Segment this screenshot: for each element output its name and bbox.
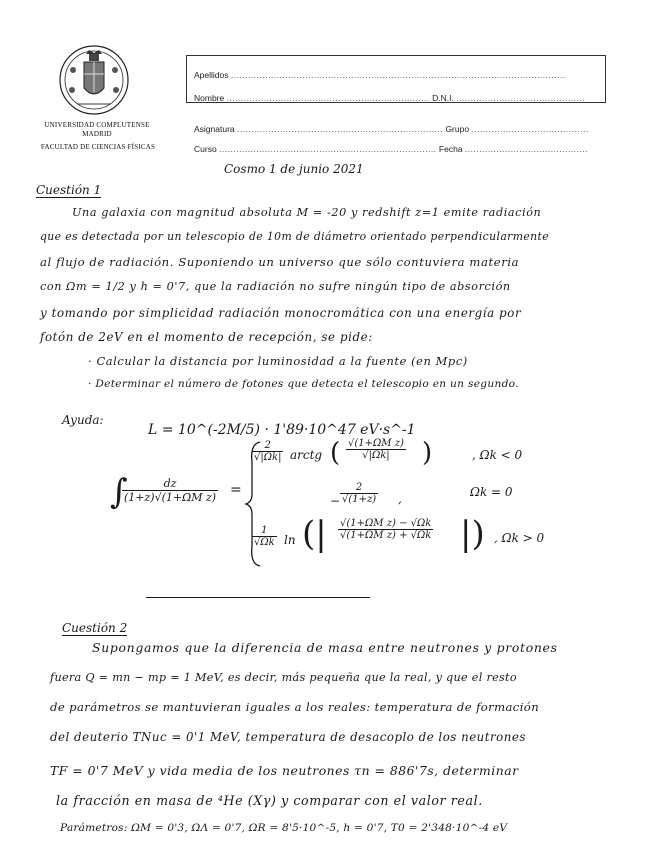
asignatura-label: Asignatura — [194, 124, 235, 134]
q2-line-4: del deuterio TNuc = 0'1 MeV, temperatura de desacoplo de los neutrones — [50, 730, 526, 744]
q2-parameters: Parámetros: ΩM = 0'3, ΩΛ = 0'7, ΩR = 8'5·10^-5, h = 0'7, T0 = 2'348·10^-4 eV — [60, 822, 508, 834]
question2-title: Cuestión 2 — [62, 621, 128, 635]
integral-denominator: (1+z)√(1+ΩM z) — [124, 491, 217, 504]
case3-abs-open: (| — [302, 514, 327, 554]
dni-label: D.N.I. — [432, 93, 454, 103]
q2-line-5: TF = 0'7 MeV y vida media de los neutrones τn = 886'7s, determinar — [50, 763, 519, 778]
case3-abs-close: |) — [460, 514, 485, 554]
q2-line-3: de parámetros se mantuvieran iguales a los reales: temperatura de formación — [50, 700, 540, 714]
q1-line-2: que es detectada por un telescopio de 10m de diámetro orientado perpendicularmente — [40, 230, 550, 243]
case1-paren-open: ( — [330, 438, 341, 468]
case3-coef-den: √Ωk — [254, 537, 275, 548]
q1-line-6: fotón de 2eV en el momento de recepción, se pide: — [40, 330, 373, 344]
hint-label: Ayuda: — [62, 413, 104, 427]
q1-line-5: y tomando por simplicidad radiación monocromática con una energía por — [40, 306, 522, 320]
case3-inner-den: √(1+ΩM z) + √Ωk — [340, 530, 432, 541]
faculty-name: FACULTAD DE CIENCIAS FÍSICAS — [40, 143, 156, 151]
case2-num: 2 — [340, 482, 378, 494]
q1-line-4: con Ωm = 1/2 y h = 0'7, que la radiación no sufre ningún tipo de absorción — [40, 280, 511, 293]
case1-inner-num: √(1+ΩM z) — [348, 438, 404, 449]
integral-numerator: dz — [122, 477, 218, 491]
case2-den: √(1+z) — [342, 494, 377, 505]
curso-label: Curso — [194, 144, 217, 154]
case3-inner-fraction — [338, 518, 433, 541]
q1-line-3: al flujo de radiación. Suponiendo un universo que sólo contuviera materia — [40, 255, 520, 269]
q1-bullet-1: · Calcular la distancia por luminosidad a la fuente (en Mpc) — [88, 354, 468, 368]
q1-bullet-2: · Determinar el número de fotones que detecta el telescopio en un segundo. — [88, 378, 519, 390]
fecha-label: Fecha — [438, 144, 463, 154]
case1-inner-fraction — [346, 438, 406, 461]
university-label: UNIVERSIDAD COMPLUTENSE — [44, 121, 150, 129]
integral-sign: ∫ — [110, 472, 128, 512]
case2-minus: − — [330, 494, 341, 508]
case3-coefficient — [252, 525, 277, 548]
case1-coef-den: √|Ωk| — [254, 452, 282, 463]
case1-paren-close: ) — [422, 438, 433, 468]
case1-coef-num: 2 — [252, 440, 283, 452]
question1-title: Cuestión 1 — [36, 183, 102, 197]
q2-line-6: la fracción en masa de ⁴He (Xγ) y comparar con el valor real. — [56, 793, 483, 808]
equals-sign: = — [230, 482, 242, 498]
q1-line-1: Una galaxia con magnitud absoluta M = -20 y redshift z=1 emite radiación — [72, 206, 542, 219]
luminosity-formula: L = 10^(-2M/5) · 1'89·10^47 eV·s^-1 — [148, 422, 416, 438]
case3-condition: , Ωk > 0 — [494, 531, 545, 545]
section-divider — [146, 597, 370, 598]
curso-row[interactable]: Curso ............................................................................ Fecha ........................................... — [194, 144, 588, 154]
nombre-row[interactable]: Nombre ....................................................................... D.N.I. ............................................. — [194, 93, 586, 103]
q2-line-1: Supongamos que la diferencia de masa entre neutrones y protones — [92, 640, 558, 655]
integral-fraction — [122, 477, 218, 504]
apellidos-label: Apellidos — [194, 70, 229, 80]
case1-arctg: arctg — [290, 448, 323, 462]
exam-heading: Cosmo 1 de junio 2021 — [224, 162, 364, 176]
apellidos-row[interactable]: Apellidos ..................................................................................................................... — [194, 70, 566, 80]
case3-coef-num: 1 — [252, 525, 277, 537]
case1-coefficient — [252, 440, 283, 463]
case2-fraction — [340, 482, 378, 505]
case2-comma: , — [398, 492, 402, 506]
case3-inner-num: √(1+ΩM z) − √Ωk — [340, 518, 432, 529]
case2-condition: Ωk = 0 — [470, 485, 513, 499]
asignatura-row[interactable]: Asignatura ........................................................................ Grupo ......................................... — [194, 124, 589, 134]
grupo-label: Grupo — [445, 124, 470, 134]
q2-line-2: fuera Q = mn − mp = 1 MeV, es decir, más pequeña que la real, y que el resto — [50, 671, 517, 684]
university-seal-icon — [58, 40, 130, 120]
university-name — [22, 121, 172, 139]
university-city: MADRID — [82, 130, 112, 138]
case1-inner-den: √|Ωk| — [362, 450, 390, 461]
case3-ln: ln — [284, 533, 296, 547]
case1-condition: , Ωk < 0 — [472, 448, 523, 462]
nombre-label: Nombre — [194, 93, 225, 103]
